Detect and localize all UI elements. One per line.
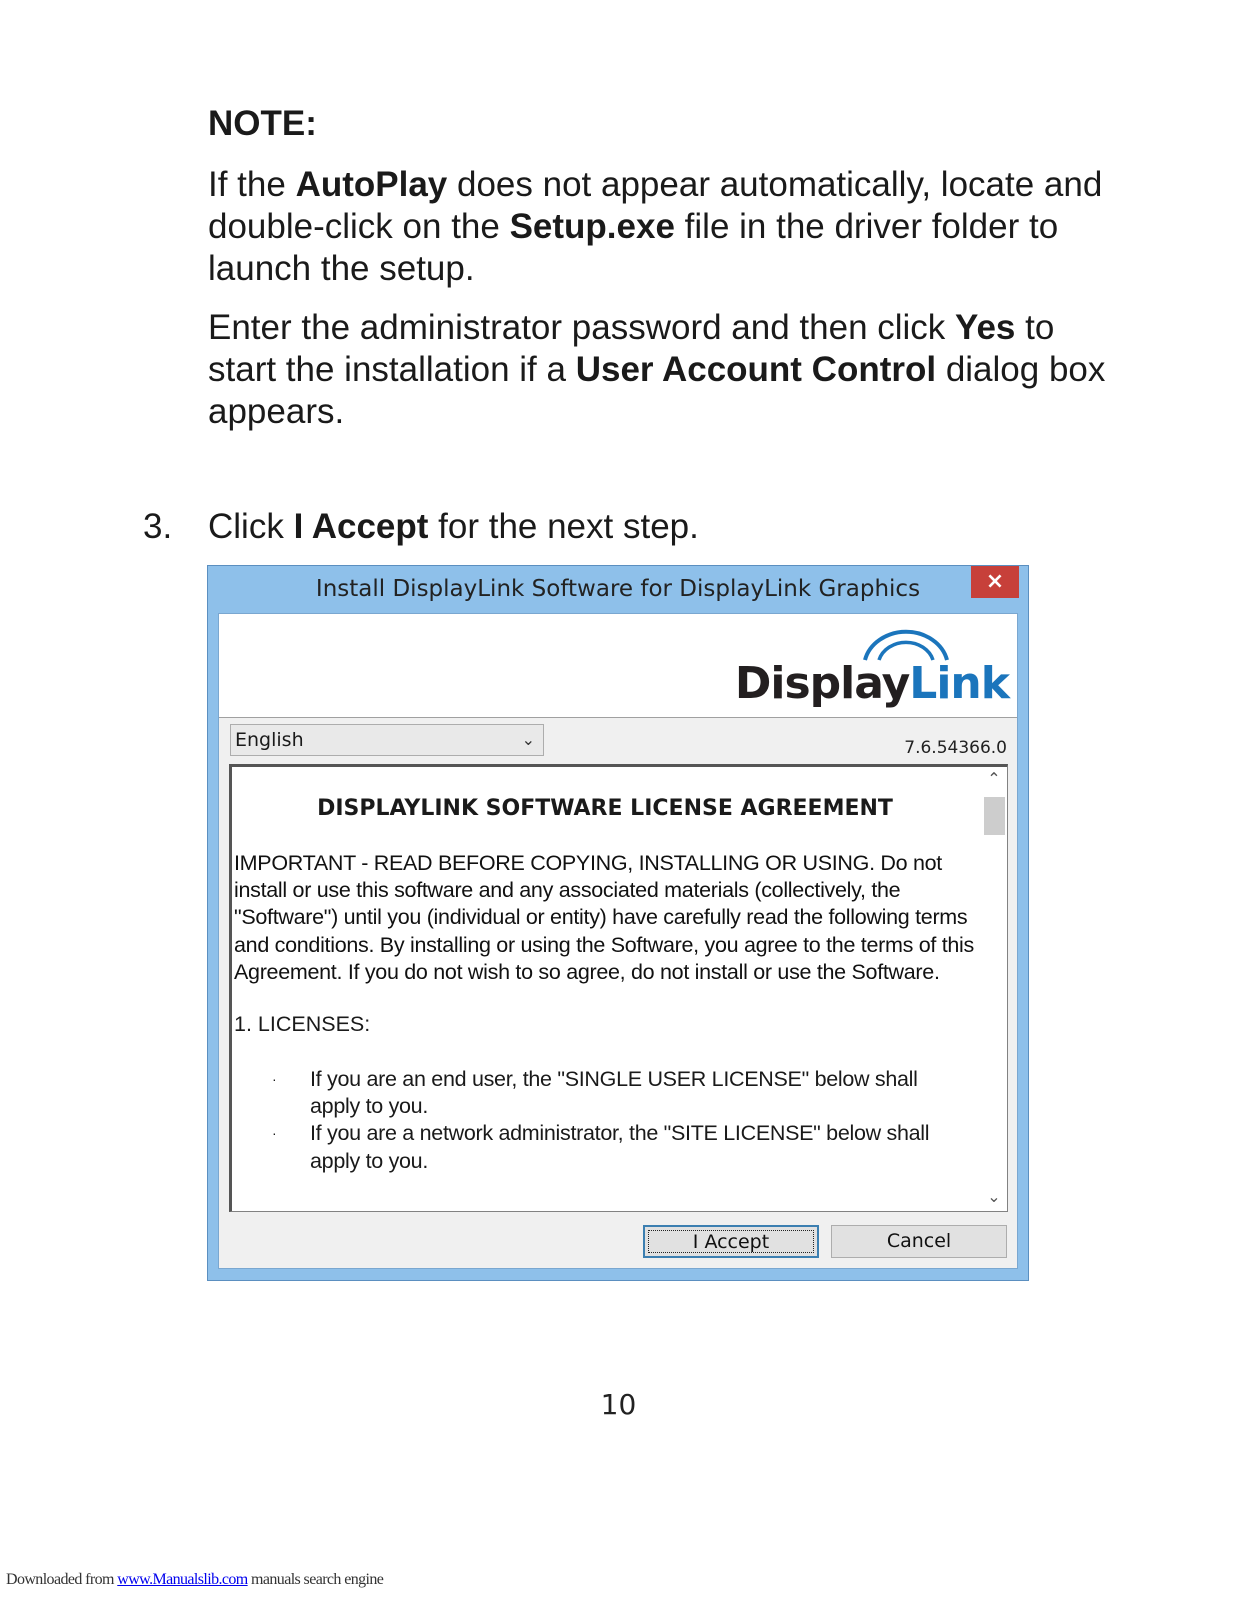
signal-arcs-icon — [861, 620, 951, 662]
dialog-client-area — [218, 613, 1018, 1269]
accept-button[interactable]: I Accept — [643, 1225, 819, 1258]
note-autoplay-paragraph: If the AutoPlay does not appear automatically, locate and double-click on the Setup.exe file in the driver folder to launch the setup. — [208, 165, 1103, 288]
license-title: DISPLAYLINK SOFTWARE LICENSE AGREEMENT — [317, 796, 893, 821]
note-uac-paragraph: Enter the administrator password and then click Yes to start the installation if a User Account Control dialog box appears. — [208, 308, 1106, 431]
footer: Downloaded from www.Manualslib.com manuals search engine — [6, 1571, 384, 1588]
cancel-button[interactable]: Cancel — [831, 1225, 1007, 1258]
license-textbox[interactable] — [229, 764, 1008, 1212]
license-content — [234, 767, 976, 1175]
page-number: 10 — [600, 1388, 637, 1421]
list-item: · If you are an end user, the "SINGLE USER LICENSE" below shall apply to you. — [272, 1067, 918, 1119]
displaylink-logo — [734, 620, 1009, 712]
dialog-titlebar[interactable] — [208, 566, 1028, 612]
close-icon: × — [985, 569, 1005, 594]
list-item: · If you are a network administrator, the "SITE LICENSE" below shall apply to you. — [272, 1121, 930, 1173]
step-3: 3. Click I Accept for the next step. — [143, 507, 699, 546]
close-button[interactable] — [971, 566, 1019, 598]
bullet-icon: · — [272, 1071, 277, 1088]
install-dialog — [207, 565, 1029, 1281]
license-bullet-list — [234, 1066, 976, 1175]
bullet-icon: · — [272, 1125, 277, 1142]
chevron-up-icon[interactable]: ⌃ — [987, 771, 1001, 788]
chevron-down-icon[interactable]: ⌄ — [987, 1189, 1001, 1206]
step-number: 3. — [143, 507, 173, 546]
logo-text-link: Link — [909, 658, 1009, 709]
version-label: 7.6.54366.0 — [904, 738, 1007, 758]
manualslib-link[interactable]: www.Manualslib.com — [117, 1571, 248, 1588]
chevron-down-icon: ⌄ — [521, 730, 535, 749]
dialog-banner — [219, 614, 1017, 718]
license-body: IMPORTANT - READ BEFORE COPYING, INSTALLING OR USING. Do not install or use this software and any associated materials (collectively, the "Software") until you (individual or entity) have carefully read the following terms and conditions. By installing or using the Software, you agree to the terms of this Agreement. If you do not wish to so agree, do not install or use the Software. — [234, 851, 974, 984]
language-select[interactable] — [230, 724, 544, 756]
language-selected-value: English — [235, 729, 304, 751]
license-section-heading: 1. LICENSES: — [234, 1012, 371, 1037]
scroll-thumb[interactable] — [984, 797, 1005, 835]
license-scrollbar[interactable] — [981, 767, 1007, 1211]
note-heading: NOTE: — [208, 104, 317, 143]
logo-text-display: Display — [734, 658, 910, 709]
dialog-title: Install DisplayLink Software for DisplayLink Graphics — [315, 576, 921, 602]
